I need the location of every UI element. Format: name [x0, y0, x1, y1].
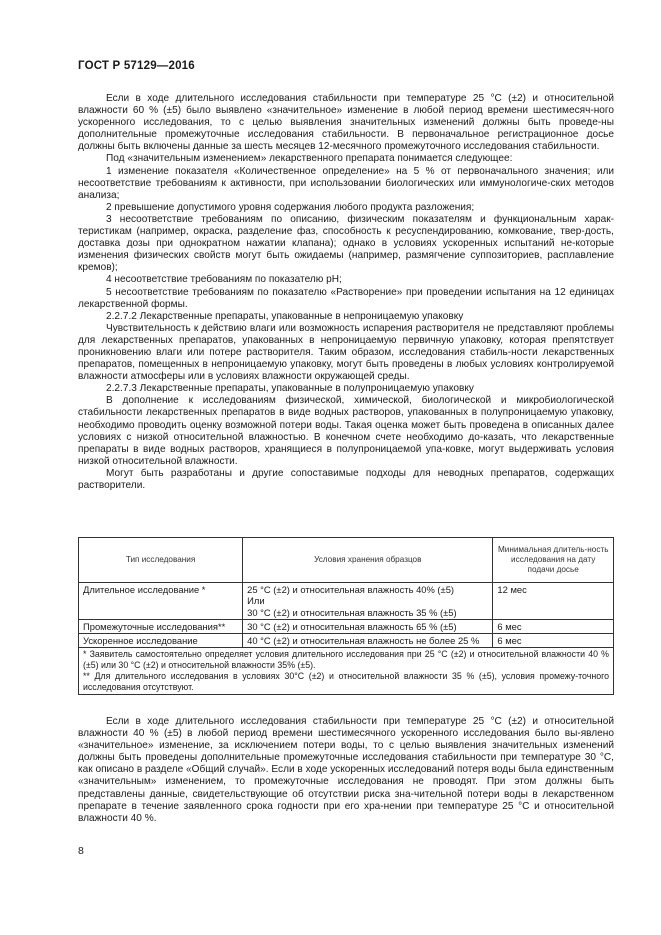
footnote: * Заявитель самостоятельно определяет условия длительного исследования при 25 °С (±2) и относительной влажности 40 % (±5) или 30 °С (±2) и относительной влажности 35% (±5).	[83, 649, 609, 671]
section-heading: 2.2.7.2 Лекарственные препараты, упакованные в непроницаемую упаковку	[106, 310, 464, 322]
table-cell: Промежуточные исследования**	[79, 619, 243, 633]
list-item: 3 несоответствие требованиям по описанию, физическим показателям и функциональным харак-теристикам (например, окраска, разделение фаз, способность к ресуспендированию, комкование, твер-дость, доставка дозы при однократном нажатии клапана); однако в условиях ускоренных испытаний не-которые изменения физических свойств могут быть ожидаемы (например, размягчение суппозиториев, расплавление кремов);	[78, 213, 614, 274]
document-header: ГОСТ Р 57129—2016	[78, 60, 195, 72]
body-text-top	[78, 93, 614, 492]
table-cell: 40 °С (±2) и относительная влажность не более 25 %	[243, 634, 493, 648]
list-item: 1 изменение показателя «Количественное определение» на 5 % от первоначального значения; или несоответствие требованиям к активности, при использовании биологических или иммунологиче-ских методов анализа;	[78, 165, 614, 201]
table-row	[79, 634, 614, 648]
footnote: ** Для длительного исследования в условиях 30°С (±2) и относительной влажности 35 % (±5), условия промежу-точного исследования отсутствуют.	[83, 671, 609, 693]
paragraph: Если в ходе длительного исследования стабильности при температуре 25 °С (±2) и относительной влажности 40 % (±5) в любой период времени шестимесячного ускоренного исследования было вы-явлено «значительное» изменение, за исключением потери воды, то с целью выявления значительных изменений должны быть проведены дополнительные промежуточные исследования стабильности при температуре 30 °С, как описано в разделе «Общий случай». Если в ходе ускоренных исследований потеря воды была единственным «значительным» изменением, то промежуточные исследования не проводят. При этом должны быть представлены данные, свидетельствующие об отсутствии риска зна-чительной потери воды в лекарственном препарате в течение заявленного срока годности при его хра-нении при температуре 25 °С и относительной влажности 40 %.	[78, 716, 614, 824]
list-item: 4 несоответствие требованиям по показателю рН;	[106, 274, 342, 286]
table-header-row	[79, 538, 614, 583]
table-row	[79, 583, 614, 620]
table-cell: Длительное исследование *	[79, 583, 243, 620]
paragraph: Под «значительным изменением» лекарственного препарата понимается следующее:	[106, 153, 513, 165]
table-cell: 6 мес	[493, 619, 614, 633]
list-item: 5 несоответствие требованиям по показателю «Растворение» при проведении испытания на 12 единицах лекарственной формы.	[78, 286, 614, 310]
table-cell: 6 мес	[493, 634, 614, 648]
table-cell	[243, 583, 493, 620]
column-header: Условия хранения образцов	[243, 538, 493, 583]
section-heading: 2.2.7.3 Лекарственные препараты, упакованные в полупроницаемую упаковку	[106, 383, 474, 395]
paragraph: Чувствительность к действию влаги или возможность испарения растворителя не представляют проблемы для лекарственных препаратов, упакованных в непроницаемую первичную упаковку, которая препятствует проникновению влаги или потере растворителя. Таким образом, исследования стабиль-ности лекарственных препаратов, помещенных в непроницаемую упаковку, могут быть проведены в любых условиях контролируемой влажности атмосферы или в условиях влажности окружающей среды.	[78, 322, 614, 383]
condition-line: 30 °С (±2) и относительная влажность 35 % (±5)	[247, 606, 457, 618]
storage-conditions-table	[78, 537, 614, 695]
condition-line: 25 °С (±2) и относительная влажность 40% (±5)	[247, 584, 455, 595]
column-header: Минимальная длитель-ность исследования на дату подачи досье	[493, 538, 614, 583]
page-number: 8	[78, 845, 84, 857]
paragraph: В дополнение к исследованиям физической, химической, биологической и микробиологической стабильности лекарственных препаратов в виде водных растворов, упакованных в полупроницаемую упаковку, необходимо проводить оценку возможной потери воды. Такая оценка может быть проведена в описанных далее условиях с низкой относительной влажностью. В конечном счете необходимо до-казать, что лекарственные препараты в виде водных растворов, хранящиеся в полупроницаемой упа-ковке, могут выдерживать условия низкой относительной влажности.	[78, 395, 614, 467]
table-cell: Ускоренное исследование	[79, 634, 243, 648]
table-row	[79, 619, 614, 633]
table-cell: 12 мес	[493, 583, 614, 620]
paragraph: Могут быть разработаны и другие сопоставимые подходы для неводных препаратов, содержащих растворители.	[78, 467, 614, 491]
column-header: Тип исследования	[79, 538, 243, 583]
condition-or: Или	[247, 595, 265, 607]
list-item: 2 превышение допустимого уровня содержания любого продукта разложения;	[106, 201, 475, 213]
table-footnotes	[79, 648, 614, 695]
table-cell: 30 °С (±2) и относительная влажность 65 % (±5)	[243, 619, 493, 633]
table-footnote-row	[79, 648, 614, 695]
paragraph: Если в ходе длительного исследования стабильности при температуре 25 °С (±2) и относительной влажности 60 % (±5) было выявлено «значительное» изменение в любой период времени шестимесяч-ного ускоренного исследования, то с целью выявления значительных изменений должны быть проведе-ны дополнительные промежуточные исследования стабильности. В первоначальное регистрационное досье должны быть включены данные за шесть месяцев 12-месячного промежуточного исследования стабильности.	[78, 93, 614, 153]
body-text-bottom	[78, 716, 614, 825]
